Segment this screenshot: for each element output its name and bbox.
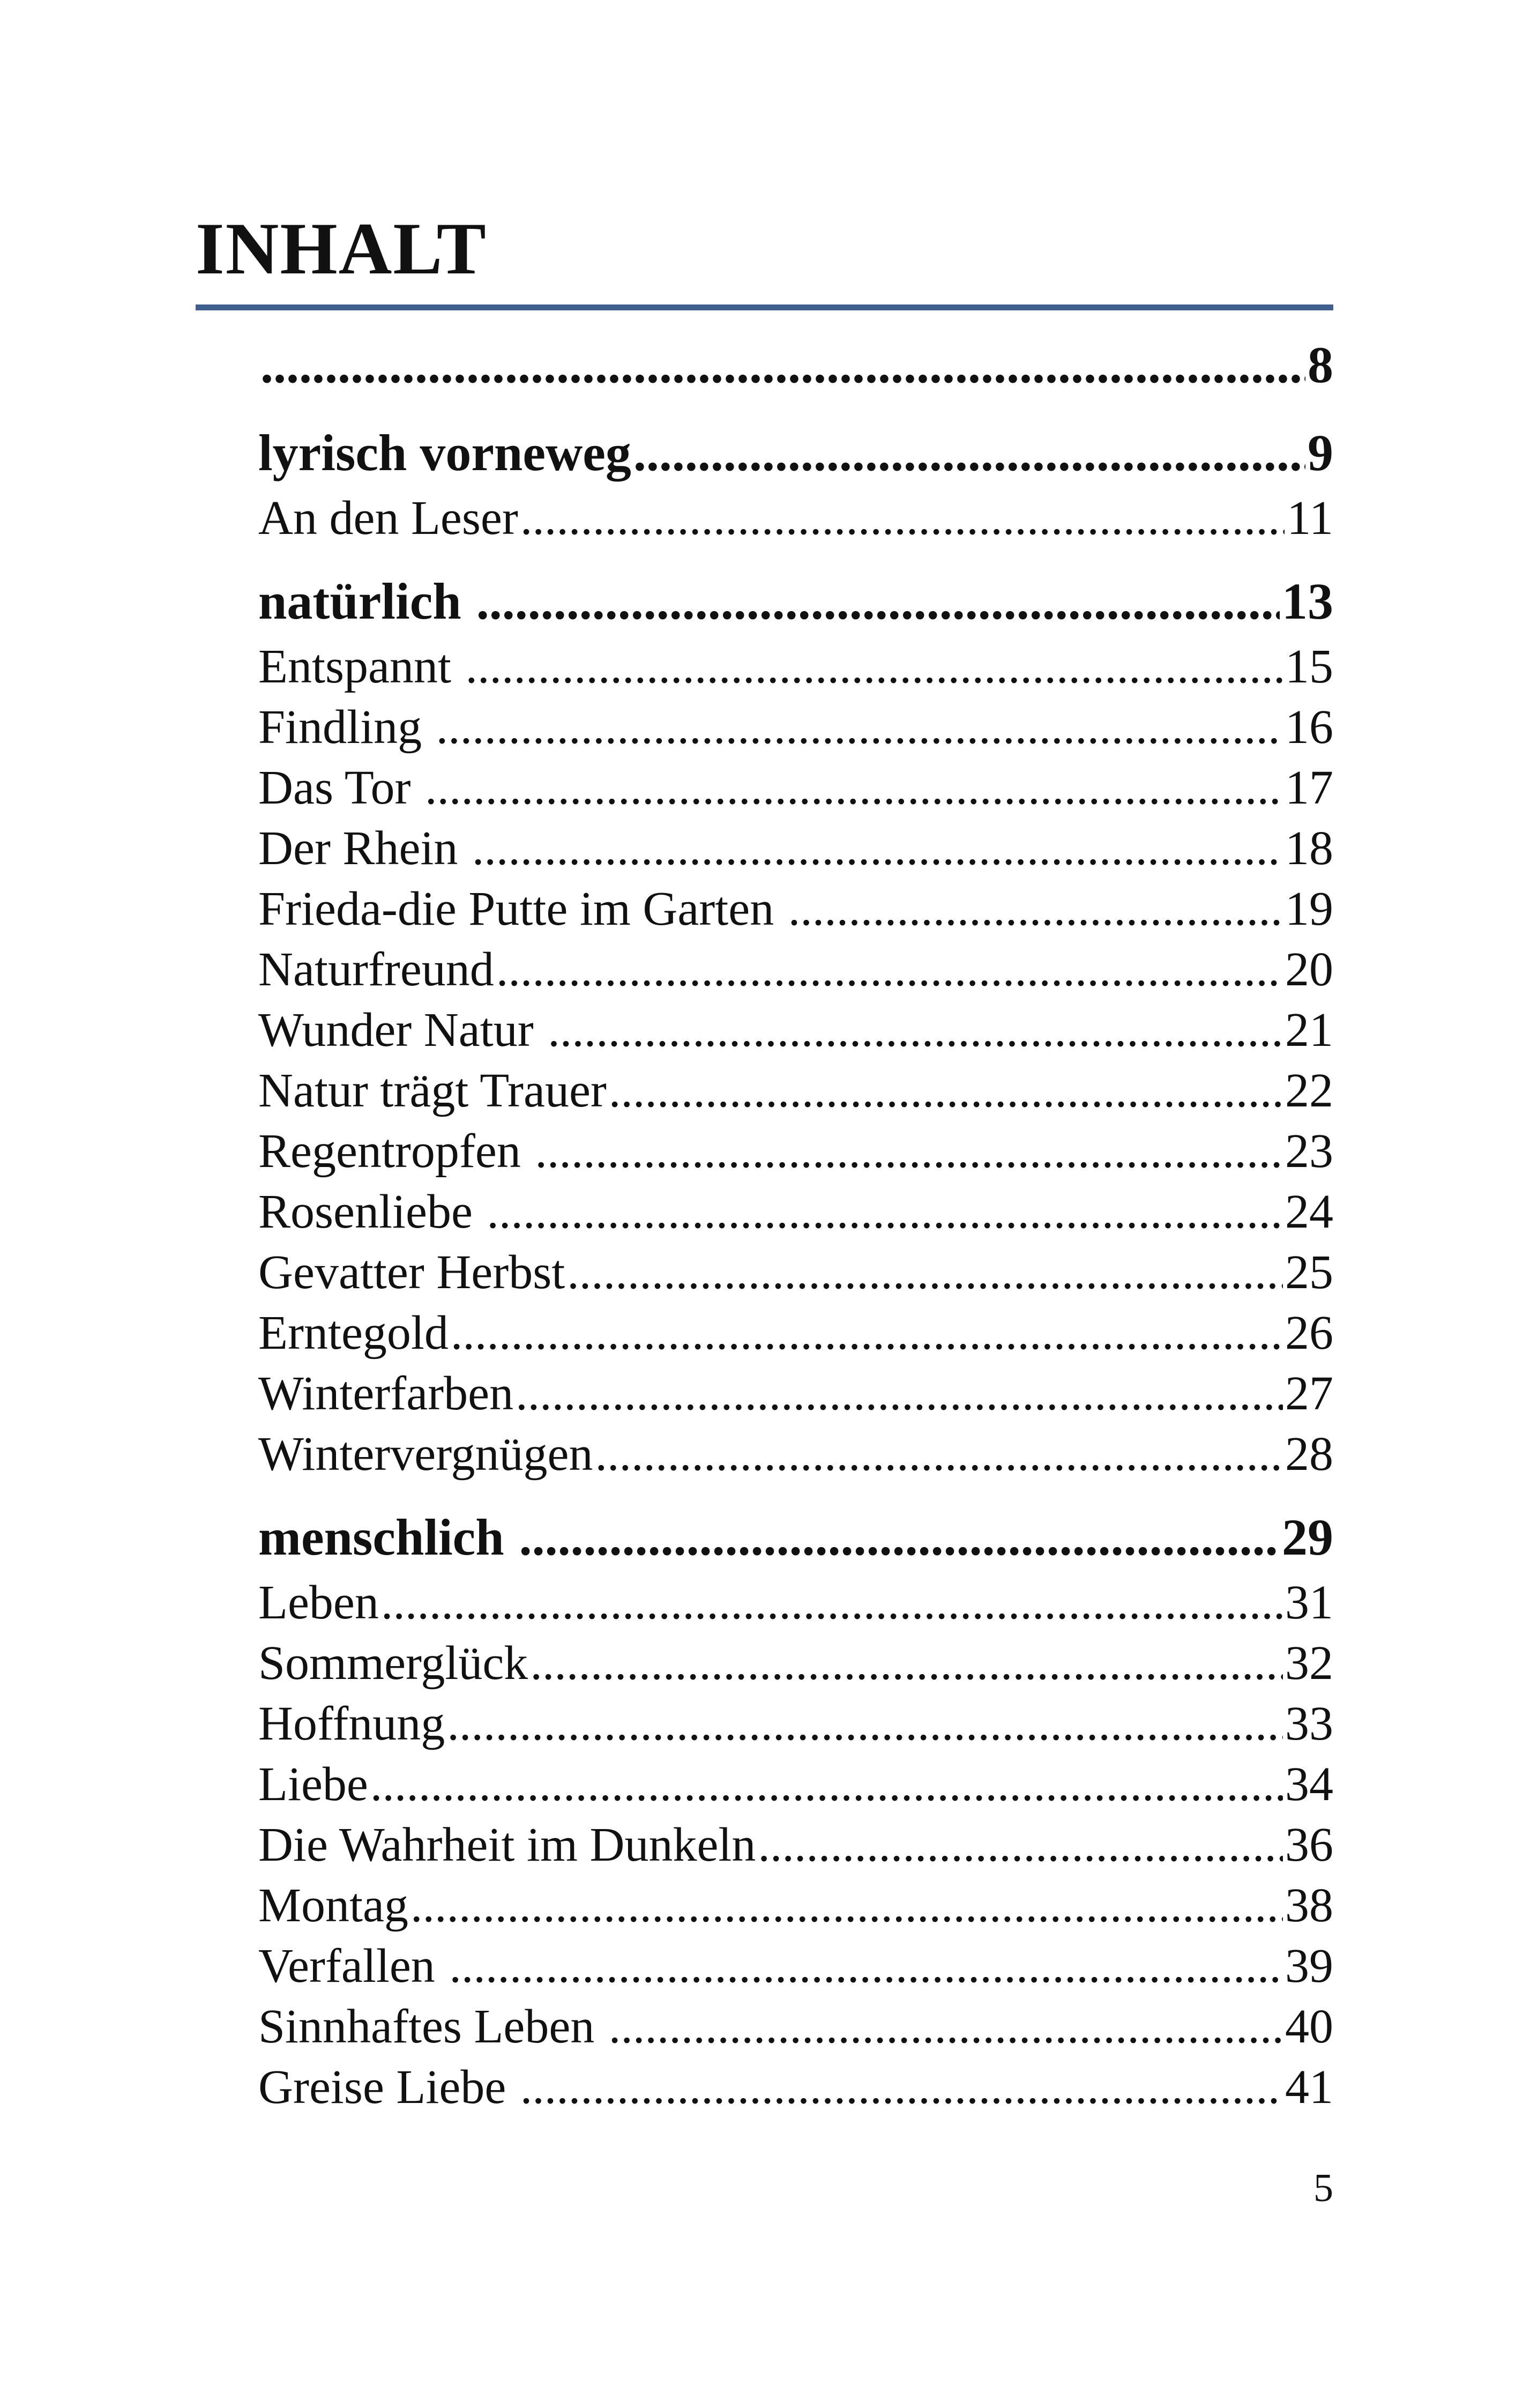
toc-page-number: 11 <box>1287 492 1333 545</box>
toc-page-number: 34 <box>1285 1758 1333 1811</box>
toc-page-number: 32 <box>1285 1637 1333 1690</box>
toc-page-number: 8 <box>1308 336 1333 393</box>
toc-entry-title: Entspannt <box>258 640 464 693</box>
toc-entry-title: Wunder Natur <box>258 1004 546 1057</box>
toc-entry-title: Leben <box>258 1576 379 1629</box>
toc-leader-dots <box>425 757 1283 818</box>
toc-page-number: 16 <box>1285 701 1333 754</box>
toc-leader-dots <box>476 566 1280 636</box>
toc-entry-row[interactable] <box>258 1996 1333 2057</box>
toc-leader-dots <box>530 1633 1283 1693</box>
toc-entry-row[interactable] <box>258 818 1333 879</box>
toc-entry-title: Natur trägt Trauer <box>258 1064 607 1117</box>
toc-leader-dots <box>609 1996 1283 2057</box>
toc-entry-row[interactable] <box>258 1754 1333 1815</box>
toc-page-number: 29 <box>1282 1508 1333 1566</box>
toc-leader-dots <box>451 1303 1283 1363</box>
toc-entry-row[interactable] <box>258 879 1333 939</box>
toc-entry-title: Wintervergnügen <box>258 1428 593 1481</box>
toc-page-number: 27 <box>1285 1367 1333 1420</box>
toc-entry-title: lyrisch vorneweg <box>258 424 631 481</box>
toc-entry-title: Erntegold <box>258 1306 449 1359</box>
toc-entry-title: Naturfreund <box>258 943 494 996</box>
toc-entry-title: Gevatter Herbst <box>258 1246 565 1299</box>
toc-entry-title: menschlich <box>258 1508 517 1566</box>
toc-entry-title: Rosenliebe <box>258 1185 485 1238</box>
toc-page-number: 21 <box>1285 1004 1333 1057</box>
toc-entry-title: natürlich <box>258 573 474 630</box>
toc-page-number: 15 <box>1285 640 1333 693</box>
toc-leader-dots <box>788 879 1283 939</box>
toc-leader-dots <box>465 636 1283 697</box>
toc-page-number: 28 <box>1285 1428 1333 1481</box>
toc-entry-title: Die Wahrheit im Dunkeln <box>258 1818 756 1871</box>
toc-page-number: 36 <box>1285 1818 1333 1871</box>
toc-leader-dots <box>519 1502 1280 1572</box>
toc-entry-title: Sommerglück <box>258 1637 528 1690</box>
title-rule <box>196 304 1333 310</box>
toc-page-number: 40 <box>1285 2000 1333 2053</box>
page-number: 5 <box>1313 2166 1333 2210</box>
toc-page-number: 25 <box>1285 1246 1333 1299</box>
toc-page-number: 24 <box>1285 1185 1333 1238</box>
toc-leader-dots <box>633 418 1305 488</box>
toc-leader-dots <box>535 1121 1283 1181</box>
toc-leader-dots <box>449 1936 1283 1996</box>
toc-page-number: 41 <box>1285 2061 1333 2114</box>
toc-page-number: 19 <box>1285 882 1333 935</box>
toc-leader-dots <box>516 1363 1283 1424</box>
toc-entry-row[interactable] <box>258 1815 1333 1875</box>
toc-entry-title: Frieda-die Putte im Garten <box>258 882 786 935</box>
toc-entry-title: Liebe <box>258 1758 368 1811</box>
toc-entry-row[interactable] <box>258 757 1333 818</box>
toc-entry-row[interactable] <box>258 697 1333 757</box>
toc-entry-row[interactable] <box>258 1303 1333 1363</box>
table-of-contents <box>258 330 1333 2117</box>
toc-entry-row[interactable] <box>258 636 1333 697</box>
toc-leader-dots <box>472 818 1283 879</box>
toc-page-number: 20 <box>1285 943 1333 996</box>
toc-leader-dots <box>436 697 1283 757</box>
toc-section-row[interactable] <box>258 418 1333 488</box>
toc-leader-dots <box>520 2057 1283 2117</box>
toc-entry-title: Verfallen <box>258 1939 447 1993</box>
toc-page-number: 13 <box>1282 573 1333 630</box>
toc-entry-title: Winterfarben <box>258 1367 514 1420</box>
toc-leader-dots <box>758 1815 1283 1875</box>
toc-page-number: 38 <box>1285 1879 1333 1932</box>
toc-entry-row[interactable] <box>258 1693 1333 1754</box>
toc-page-number: 39 <box>1285 1939 1333 1993</box>
toc-entry-title: An den Leser <box>258 492 518 545</box>
toc-entry-title: Montag <box>258 1879 408 1932</box>
toc-page-number: 17 <box>1285 761 1333 814</box>
toc-leader-dots <box>595 1424 1283 1484</box>
toc-page-number: 31 <box>1285 1576 1333 1629</box>
toc-leader-dots <box>609 1060 1283 1121</box>
toc-entry-row[interactable] <box>258 939 1333 1000</box>
toc-entry-row[interactable] <box>258 1121 1333 1181</box>
toc-page-number: 26 <box>1285 1306 1333 1359</box>
toc-page-number: 9 <box>1308 424 1333 481</box>
toc-section-row[interactable] <box>258 566 1333 636</box>
toc-entry-row[interactable] <box>258 1572 1333 1633</box>
toc-entry-row[interactable] <box>258 1875 1333 1936</box>
toc-entry-row[interactable] <box>258 1242 1333 1303</box>
toc-leader-dots <box>370 1754 1283 1815</box>
toc-entry-title: Findling <box>258 701 434 754</box>
toc-entry-title: Sinnhaftes Leben <box>258 2000 607 2053</box>
toc-entry-row[interactable] <box>258 1424 1333 1484</box>
toc-entry-title: Regentropfen <box>258 1125 533 1178</box>
toc-entry-row[interactable] <box>258 488 1333 548</box>
toc-leader-dots <box>487 1181 1283 1242</box>
toc-section-row[interactable] <box>258 1502 1333 1572</box>
toc-entry-row[interactable] <box>258 1181 1333 1242</box>
toc-leader-dots <box>496 939 1283 1000</box>
page-title: INHALT <box>196 207 487 289</box>
toc-entry-title: Hoffnung <box>258 1697 445 1750</box>
toc-entry-row[interactable] <box>258 1000 1333 1060</box>
toc-entry-title: Das Tor <box>258 761 423 814</box>
toc-leader-dots <box>548 1000 1283 1060</box>
toc-leader-dots <box>260 330 1305 400</box>
toc-entry-row[interactable] <box>258 2057 1333 2117</box>
toc-entry-row[interactable] <box>258 1060 1333 1121</box>
toc-leader-dots <box>381 1572 1283 1633</box>
toc-leader-dots <box>567 1242 1283 1303</box>
toc-page-number: 23 <box>1285 1125 1333 1178</box>
toc-section-row[interactable] <box>258 330 1333 400</box>
toc-entry-title: Greise Liebe <box>258 2061 518 2114</box>
toc-entry-row[interactable] <box>258 1363 1333 1424</box>
toc-leader-dots <box>447 1693 1283 1754</box>
toc-leader-dots <box>410 1875 1283 1936</box>
toc-entry-row[interactable] <box>258 1633 1333 1693</box>
toc-leader-dots <box>520 488 1285 548</box>
toc-entry-row[interactable] <box>258 1936 1333 1996</box>
toc-page-number: 22 <box>1285 1064 1333 1117</box>
toc-entry-title: Der Rhein <box>258 822 470 875</box>
toc-page-number: 33 <box>1285 1697 1333 1750</box>
toc-page-number: 18 <box>1285 822 1333 875</box>
